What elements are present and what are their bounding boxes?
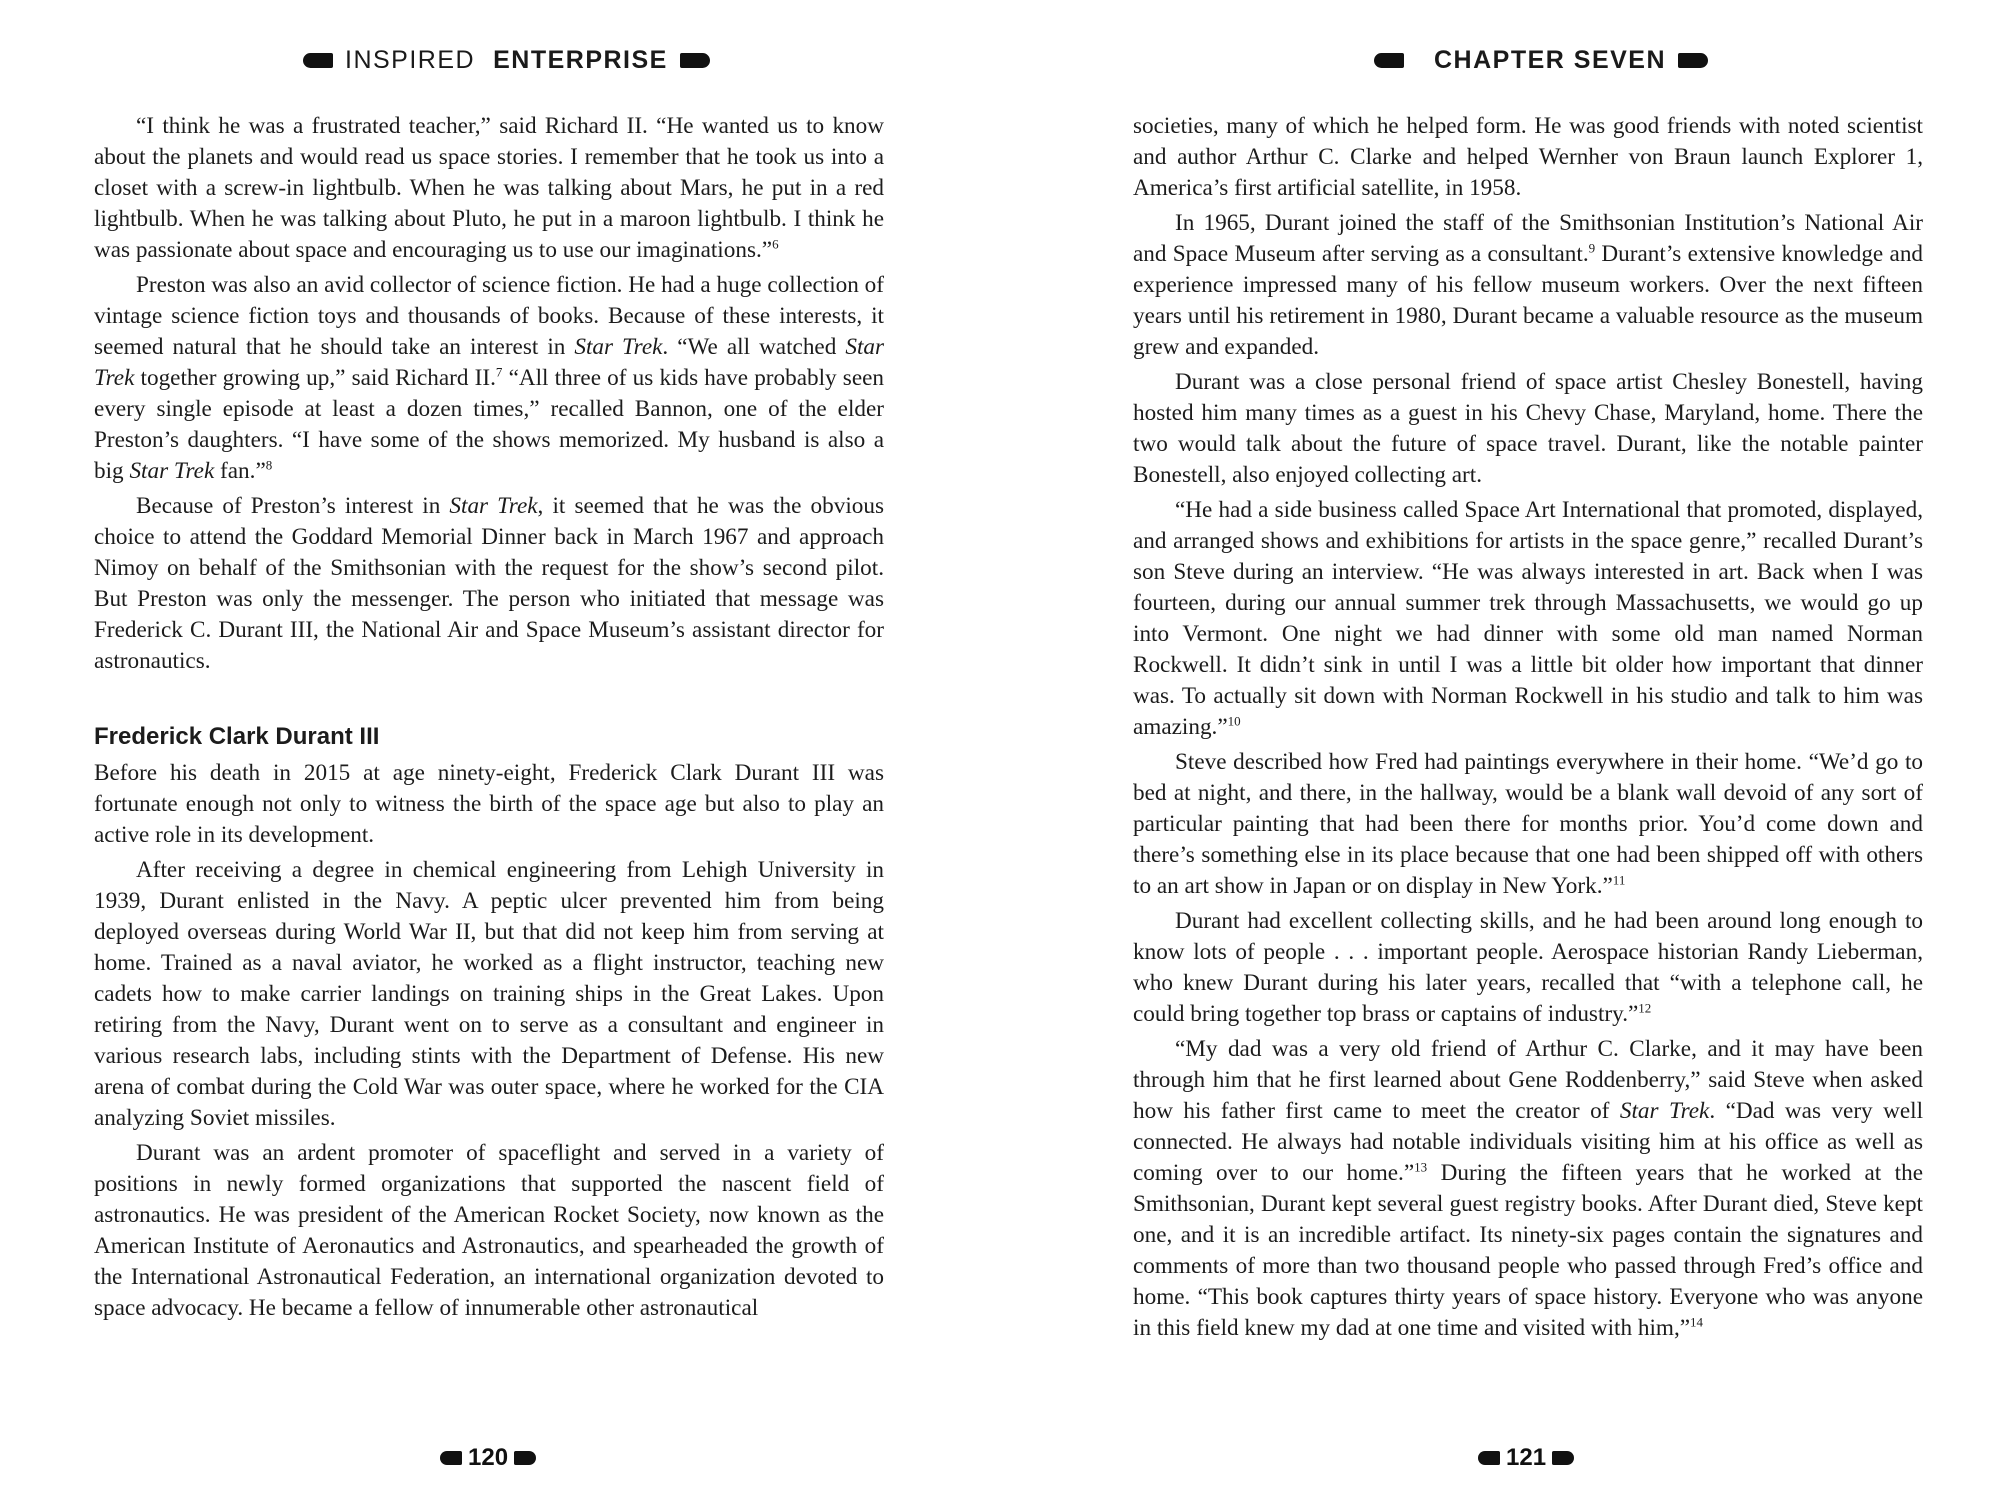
footnote-marker: 12 [1638, 1000, 1652, 1016]
footnote-marker: 8 [265, 457, 273, 473]
running-head-light: INSPIRED [345, 46, 476, 74]
left-body-text [94, 111, 884, 1328]
footnote-marker: 9 [1588, 240, 1596, 256]
italic-title: Star Trek [94, 334, 884, 391]
page-number-left [440, 1444, 536, 1472]
page-number-right [1478, 1444, 1574, 1472]
running-head-bold: ENTERPRISE [493, 46, 668, 74]
pill-ornament-icon [440, 1451, 462, 1465]
footnote-marker: 13 [1414, 1159, 1428, 1175]
italic-title: Star Trek [1619, 1098, 1710, 1124]
italic-title: Star Trek [129, 458, 215, 484]
footnote-marker: 7 [495, 364, 503, 380]
running-head-left [303, 46, 710, 75]
body-paragraph: societies, many of which he helped form. He was good friends with noted scientist and author Arthur C. Clarke and helped Wernher von Braun launch Explorer 1, America’s first artificial satellite, in 1958. [1133, 113, 1923, 201]
pill-ornament-icon [1478, 1451, 1500, 1465]
body-paragraph: “He had a side business called Space Art International that promoted, displayed, and arranged shows and exhibitions for artists in the space genre,” recalled Durant’s son Steve during an interview. “He was always interested in art. Back when I was fourteen, during our annual summer trek through Massachusetts, we would go up into Vermont. One night we had dinner with some old man named Norman Rockwell. It didn’t sink in until I was a little bit older how important that dinner was. To actually sit down with Norman Rockwell in his studio and talk to him was amazing.”$^{10}$ [1133, 497, 1923, 740]
body-paragraph: Preston was also an avid collector of science fiction. He had a huge collection of vintage science fiction toys and thousands of books. Because of these interests, it seemed natural that he should take an interest in Star Trek. “We all watched Star Trek together growing up,” said Richard II.$^7$ “All three of us kids have probably seen every single episode at least a dozen times,” recalled Bannon, one of the elder Preston’s daughters. “I have some of the shows memorized. My husband is also a big Star Trek fan.”$^8$ [94, 272, 884, 484]
body-paragraph: Before his death in 2015 at age ninety-eight, Frederick Clark Durant III was fortunate enough not only to witness the birth of the space age but also to play an active role in its development. [94, 760, 884, 848]
page-number-value: 121 [1506, 1444, 1547, 1471]
left-paragraphs-after-heading [94, 758, 884, 1324]
section-heading: Frederick Clark Durant III [94, 723, 380, 750]
pill-ornament-icon [1678, 53, 1708, 68]
body-paragraph: Because of Preston’s interest in Star Trek, it seemed that he was the obvious choice to attend the Goddard Memorial Dinner back in March 1967 and approach Nimoy on behalf of the Smithsonian with the request for the show’s second pilot. But Preston was only the messenger. The person who initiated that message was Frederick C. Durant III, the National Air and Space Museum’s assistant director for astronautics. [94, 493, 884, 674]
right-paragraphs [1133, 111, 1923, 1344]
running-head-right [1374, 46, 1708, 75]
footnote-marker: 14 [1690, 1314, 1704, 1330]
running-head-bold: CHAPTER SEVEN [1434, 46, 1667, 74]
pill-ornament-icon [680, 53, 710, 68]
body-paragraph: After receiving a degree in chemical engineering from Lehigh University in 1939, Durant enlisted in the Navy. A peptic ulcer prevented him from being deployed overseas during World War II, but that did not keep him from serving at home. Trained as a naval aviator, he worked as a flight instructor, teaching new cadets how to make carrier landings on training ships in the Great Lakes. Upon retiring from the Navy, Durant went on to serve as a consultant and engineer in various research labs, including stints with the Department of Defense. His new arena of combat during the Cold War was outer space, where he worked for the CIA analyzing Soviet missiles. [94, 857, 884, 1131]
italic-title: Star Trek [449, 493, 538, 519]
body-paragraph: Durant had excellent collecting skills, and he had been around long enough to know lots of people . . . important people. Aerospace historian Randy Lieberman, who knew Durant during his later years, recalled that “with a telephone call, he could bring together top brass or captains of industry.”$^{12}$ [1133, 908, 1923, 1027]
body-paragraph: In 1965, Durant joined the staff of the Smithsonian Institution’s National Air and Space Museum after serving as a consultant.$^9$ Durant’s extensive knowledge and experience impressed many of his fellow museum workers. Over the next fifteen years until his retirement in 1980, Durant became a valuable resource as the museum grew and expanded. [1133, 210, 1924, 360]
right-body-text [1133, 111, 1923, 1348]
right-page [1000, 0, 2000, 1500]
body-paragraph: Durant was an ardent promoter of spaceflight and served in a variety of positions in newly formed organizations that supported the nascent field of astronautics. He was president of the American Rocket Society, now known as the American Institute of Aeronautics and Astronautics, and spearheaded the growth of the International Astronautical Federation, an international organization devoted to space advocacy. He became a fellow of innumerable other astronautical [94, 1140, 884, 1321]
pill-ornament-icon [303, 53, 333, 68]
footnote-marker: 11 [1612, 872, 1626, 888]
pill-ornament-icon [514, 1451, 536, 1465]
body-paragraph: “I think he was a frustrated teacher,” said Richard II. “He wanted us to know about the planets and would read us space stories. I remember that he took us into a closet with a screw-in lightbulb. When he was talking about Mars, he put in a red lightbulb. When he was talking about Pluto, he put in a maroon lightbulb. I think he was passionate about space and encouraging us to use our imaginations.”$^6$ [94, 113, 884, 263]
body-paragraph: “My dad was a very old friend of Arthur C. Clarke, and it may have been through him that he first learned about Gene Roddenberry,” said Steve when asked how his father first came to meet the creator of Star Trek. “Dad was very well connected. He always had notable individuals visiting him at his office as well as coming over to our home.”$^{13}$ During the fifteen years that he worked at the Smithsonian, Durant kept several guest registry books. After Durant died, Steve kept one, and it is an incredible artifact. Its ninety-six pages contain the signatures and comments of more than two thousand people who passed through Fred’s office and home. “This book captures thirty years of space history. Everyone who was anyone in this field knew my dad at one time and visited with him,”$^{14}$ [1133, 1036, 1924, 1341]
body-paragraph: Durant was a close personal friend of space artist Chesley Bonestell, having hosted him many times as a guest in his Chevy Chase, Maryland, home. There the two would talk about the future of space travel. Durant, like the notable painter Bonestell, also enjoyed collecting art. [1133, 369, 1923, 488]
body-paragraph: Steve described how Fred had paintings everywhere in their home. “We’d go to bed at night, and there, in the hallway, would be a blank wall devoid of any sort of particular painting that had been there for months prior. You’d come down and there’s something else in its place because that one had been shipped off with others to an art show in Japan or on display in New York.”$^{11}$ [1133, 749, 1923, 899]
italic-title: Star Trek [574, 334, 663, 360]
footnote-marker: 6 [772, 236, 779, 252]
pill-ornament-icon [1374, 53, 1404, 68]
footnote-marker: 10 [1227, 713, 1241, 729]
left-paragraphs-before-heading [94, 111, 884, 677]
pill-ornament-icon [1552, 1451, 1574, 1465]
page-number-value: 120 [468, 1444, 509, 1471]
